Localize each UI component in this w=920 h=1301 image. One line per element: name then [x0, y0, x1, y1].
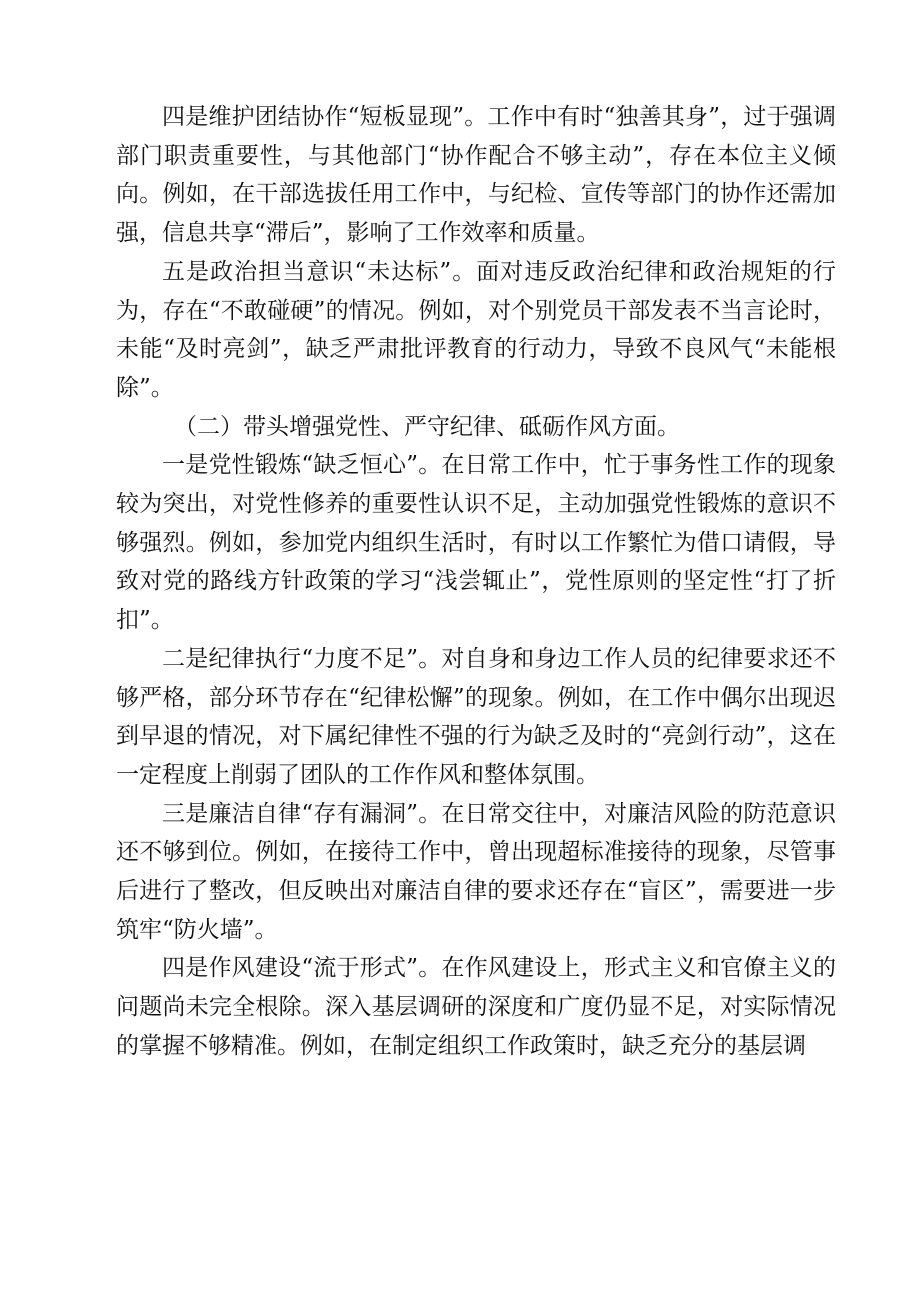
paragraph-unity-cooperation: 四是维护团结协作“短板显现”。工作中有时“独善其身”，过于强调部门职责重要性，与其他部门“协作配合不够主动”，存在本位主义倾向。例如，在干部选拔任用工作中，与纪检、宣传等部门的协作还需加强，信息共享“滞后”，影响了工作效率和质量。 [116, 104, 836, 247]
paragraph-party-spirit: 一是党性锻炼“缺乏恒心”。在日常工作中，忙于事务性工作的现象较为突出，对党性修养的重要性认识不足，主动加强党性锻炼的意识不够强烈。例如，参加党内组织生活时，有时以工作繁忙为借口请假，导致对党的路线方针政策的学习“浅尝辄止”，党性原则的坚定性“打了折扣”。 [116, 452, 836, 634]
paragraph-political-responsibility: 五是政治担当意识“未达标”。面对违反政治纪律和政治规矩的行为，存在“不敢碰硬”的情况。例如，对个别党员干部发表不当言论时，未能“及时亮剑”，缺乏严肃批评教育的行动力，导致不良风气“未能根除”。 [116, 258, 836, 401]
paragraph-work-style: 四是作风建设“流于形式”。在作风建设上，形式主义和官僚主义的问题尚未完全根除。深入基层调研的深度和广度仍显不足，对实际情况的掌握不够精准。例如，在制定组织工作政策时，缺乏充分的基层调 [116, 955, 836, 1059]
paragraph-integrity: 三是廉洁自律“存有漏洞”。在日常交往中，对廉洁风险的防范意识还不够到位。例如，在接待工作中，曾出现超标准接待的现象，尽管事后进行了整改，但反映出对廉洁自律的要求还存在“盲区”，需要进一步筑牢“防火墙”。 [116, 800, 836, 943]
paragraph-discipline: 二是纪律执行“力度不足”。对自身和身边工作人员的纪律要求还不够严格，部分环节存在“纪律松懈”的现象。例如，在工作中偶尔出现迟到早退的情况，对下属纪律性不强的行为缺乏及时的“亮剑行动”，这在一定程度上削弱了团队的工作作风和整体氛围。 [116, 645, 836, 788]
document-body [116, 98, 836, 1066]
section-heading: （二）带头增强党性、严守纪律、砥砺作风方面。 [174, 413, 680, 440]
